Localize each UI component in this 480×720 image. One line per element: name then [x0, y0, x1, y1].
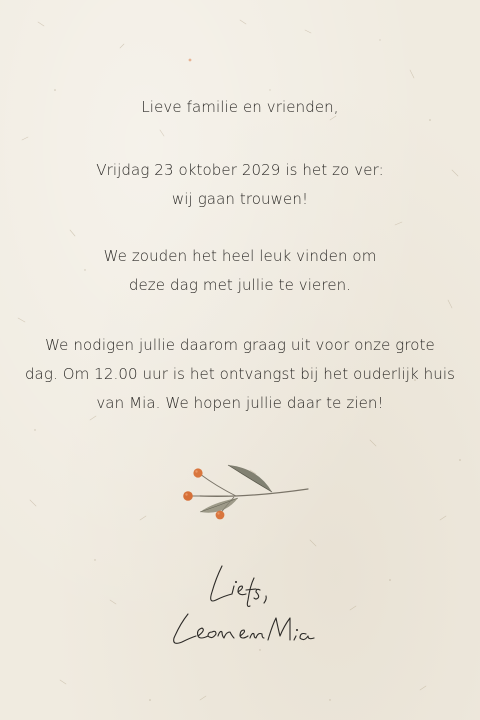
invitation-line-1: We nodigen jullie daarom graag uit voor onze grote	[45, 336, 435, 354]
date-line: Vrijdag 23 oktober 2029 is het zo ver:	[96, 161, 384, 179]
celebration-line-1: We zouden het heel leuk vinden om	[103, 247, 377, 265]
greeting-text: Lieve familie en vrienden,	[141, 98, 339, 116]
berry-sprig-icon	[176, 458, 316, 524]
invitation-paragraph	[0, 331, 480, 418]
celebration-line-2: deze dag met jullie te vieren.	[128, 276, 352, 294]
invitation-line-2: dag. Om 12.00 uur is het ontvangst bij het ouderlijk huis	[24, 365, 456, 383]
wedding-line: wij gaan trouwen!	[171, 190, 309, 208]
greeting-line	[0, 93, 480, 122]
celebration-paragraph	[0, 242, 480, 300]
svg-text:Liefs,: Liefs,	[150, 556, 153, 557]
invitation-line-3: van Mia. We hopen jullie daar te zien!	[96, 394, 384, 412]
signature	[150, 556, 330, 656]
date-announcement	[0, 156, 480, 214]
